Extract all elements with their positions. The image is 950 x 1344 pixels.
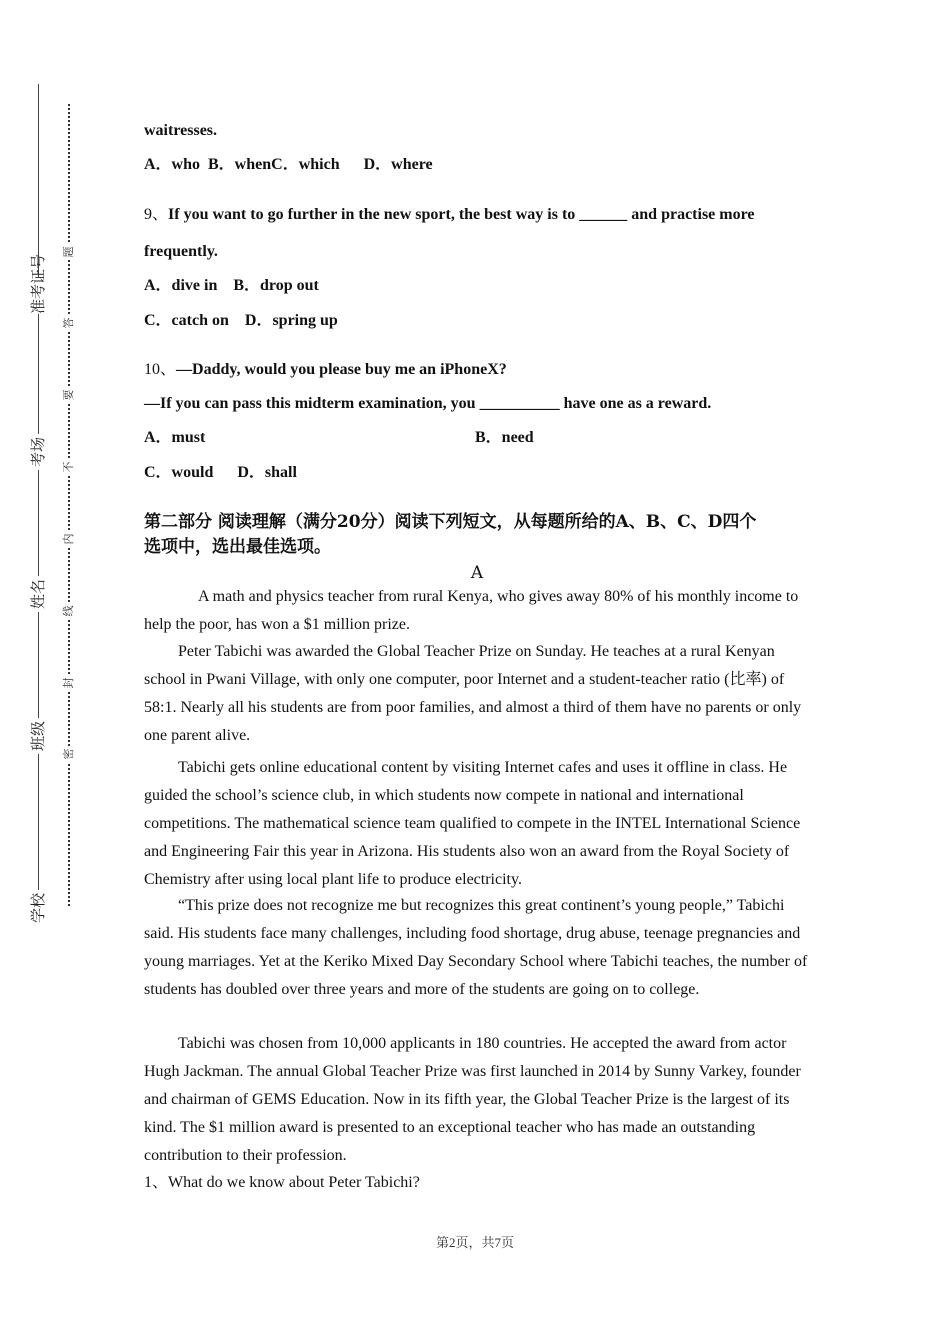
q9-number: 9、 (144, 206, 169, 223)
q9-stem-text: If you want to go further in the new sport, the best way is to ______ and practise more (168, 206, 755, 223)
q9-stem-line2: frequently. (144, 243, 218, 260)
passage-paragraph: Tabichi gets online educational content by visiting Internet cafes and uses it offline in class. He guided the school’s science club, in which students now compete in national and international competitions. The mathematical science team qualified to compete in the INTEL International Science and Engineering Fair this year in Arizona. His students also won an award from the Royal Society of Chemistry after using local plant life to produce electricity. (144, 759, 801, 888)
reading-question-1: 1、What do we know about Peter Tabichi? (144, 1174, 420, 1191)
seal-char: 封 (61, 675, 77, 691)
field-label-exam-room: 考场 (26, 434, 50, 470)
seal-char: 不 (61, 459, 77, 475)
q10-stem-line1 (144, 360, 507, 380)
section-heading-line2: 选项中，选出最佳选项。 (144, 537, 331, 557)
q10-option-a: A．must (144, 429, 206, 446)
passage-paragraph: “This prize does not recognize me but recognizes this great continent’s young people,” Tabichi said. His students face many challenges, including food shortage, drug abuse, teenage pregnancies and young marriages. Yet at the Keriko Mixed Day Secondary School where Tabichi teaches, the number of students has doubled over three years and more of the students are going on to college. (144, 897, 808, 998)
seal-char: 题 (61, 244, 77, 260)
q9-stem-line1 (144, 205, 755, 225)
q10-number: 10、 (144, 361, 177, 378)
passage-paragraph: A math and physics teacher from rural Kenya, who gives away 80% of his monthly income to help the poor, has won a $1 million prize. (144, 588, 799, 633)
field-label-exam-number: 准考证号 (26, 278, 50, 314)
field-label-school: 学校 (26, 890, 50, 926)
q8-continuation: waitresses. (144, 122, 218, 139)
seal-char: 答 (61, 315, 77, 331)
seal-char: 线 (61, 603, 77, 619)
passage-paragraph: Tabichi was chosen from 10,000 applicants in 180 countries. He accepted the award from actor Hugh Jackman. The annual Global Teacher Prize was first launched in 2014 by Sunny Varkey, founder and chairman of GEMS Education. Now in its fifth year, the Global Teacher Prize is the largest of its kind. The $1 million award is presented to an exceptional teacher who has made an outstanding contribution to their profession. (144, 1035, 801, 1164)
q8-options: A．who B．whenC．which D．where (144, 156, 433, 173)
q10-options-line1 (144, 428, 534, 448)
seal-char: 要 (61, 387, 77, 403)
binding-dotted-line (68, 104, 70, 906)
q9-options-line2: C．catch on D．spring up (144, 312, 338, 329)
field-label-name: 姓名 (26, 576, 50, 612)
page-footer: 第2页，共7页 (435, 1235, 514, 1250)
passage-paragraph: Peter Tabichi was awarded the Global Teacher Prize on Sunday. He teaches at a rural Kenyan school in Pwani Village, with only one computer, poor Internet and a student-teacher ratio (比率) of 58:1. Nearly all his students are from poor families, and almost a third of them have no parents or only one parent alive. (144, 643, 802, 744)
seal-char: 内 (61, 531, 77, 547)
seal-char: 密 (61, 746, 77, 762)
passage-letter: A (470, 563, 484, 583)
q10-stem-line2: —If you can pass this midterm examination, you __________ have one as a reward. (144, 395, 712, 412)
q9-options-line1: A．dive in B．drop out (144, 277, 319, 294)
q10-stem-text: —Daddy, would you please buy me an iPhoneX? (176, 361, 507, 378)
q10-option-b: B．need (475, 429, 534, 446)
q10-options-line2: C．would D．shall (144, 464, 297, 481)
binding-solid-line (38, 84, 39, 926)
section-heading (144, 510, 810, 560)
section-heading-line1: 第二部分 阅读理解（满分20分）阅读下列短文，从每题所给的A、B、C、D四个 (144, 512, 757, 532)
field-label-class: 班级 (26, 718, 50, 754)
